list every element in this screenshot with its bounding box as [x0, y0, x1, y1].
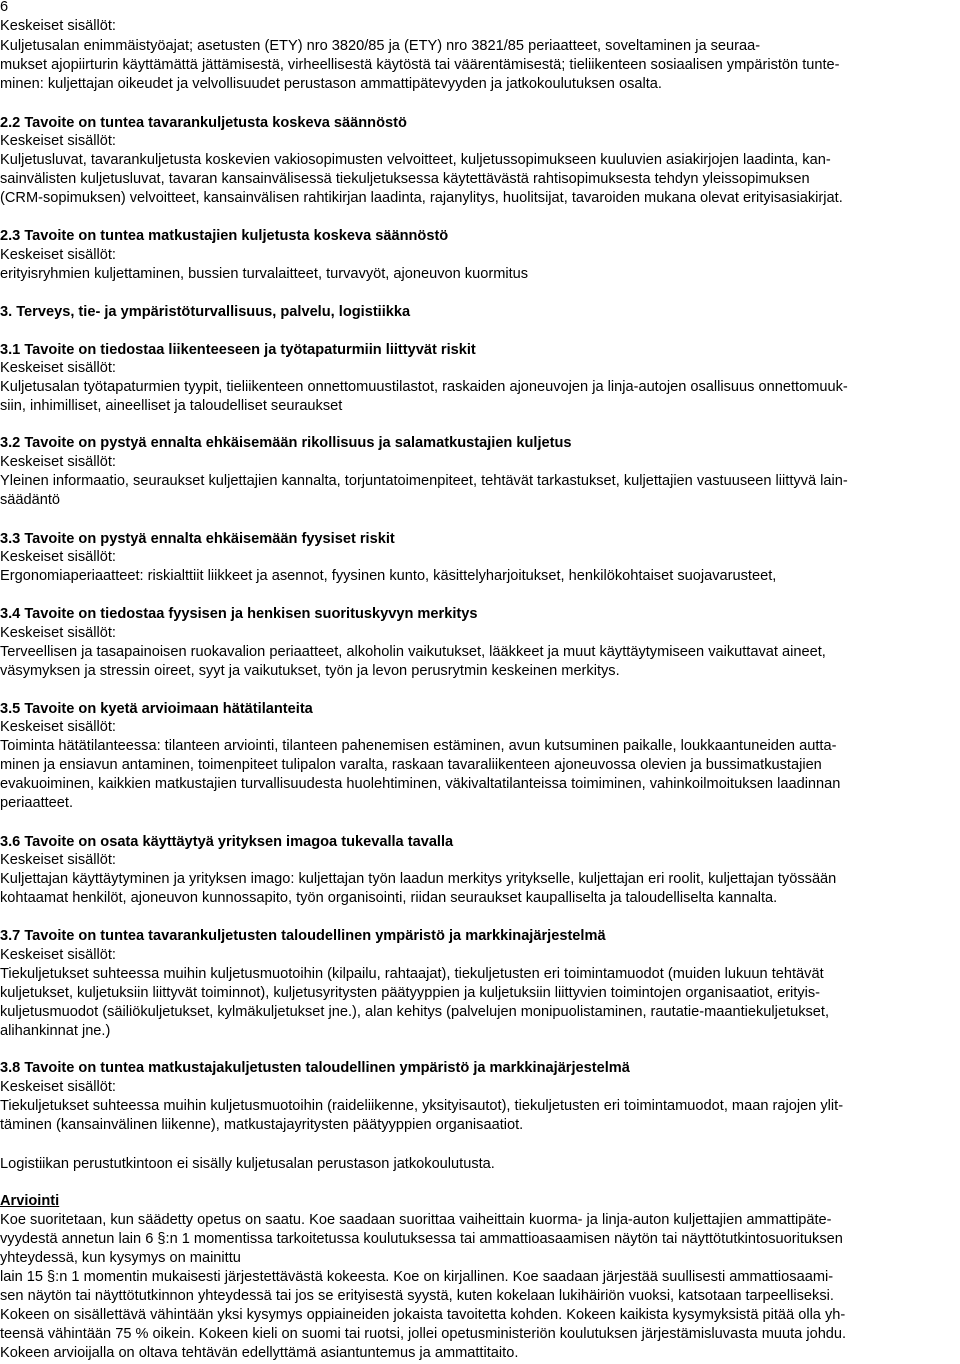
assessment-line: yhteydessä, kun kysymys on mainittu	[0, 1250, 241, 1266]
section-label: Keskeiset sisällöt:	[0, 360, 116, 376]
section-line: kuljetukset, kuljetuksiin liittyvät toiminnot), kuljetusyritysten päätyyppien ja kuljetuksiin liittyvien toimintojen organisaatiot, erityis-	[0, 985, 821, 1001]
section-line: väsymyksen ja stressin oireet, syyt ja vaikutukset, työn ja levon perusrytmin keskeinen merkitys.	[0, 663, 620, 679]
section-line: Tiekuljetukset suhteessa muihin kuljetusmuotoihin (kilpailu, rahtaajat), tiekuljetusten eri toimintamuodot (muiden lukuun tehtävät	[0, 966, 824, 982]
section-label: Keskeiset sisällöt:	[0, 549, 116, 565]
assessment-line: Koe suoritetaan, kun säädetty opetus on saatu. Koe saadaan suorittaa vaiheittain kuorma- ja linja-auton kuljettajien ammattipäte-	[0, 1212, 832, 1228]
section-line: Ergonomiaperiaatteet: riskialttiit liikkeet ja asennot, fyysinen kunto, käsittelyharjoitukset, henkilökohtaiset suojavarusteet,	[0, 568, 777, 584]
section-heading: 3.5 Tavoite on kyetä arvioimaan hätätilanteita	[0, 701, 313, 717]
intro-line: Kuljetusalan enimmäistyöajat; asetusten (ETY) nro 3820/85 ja (ETY) nro 3821/85 periaatteet, soveltaminen ja seuraa-	[0, 38, 761, 54]
section-heading: 3.4 Tavoite on tiedostaa fyysisen ja henkisen suorituskyvyn merkitys	[0, 606, 478, 622]
intro-line: mukset ajopiirturin käyttämättä jättämisestä, virheellisestä käytöstä tai väärentämisestä; tieliikenteen sosiaalisen ympäristön tunte-	[0, 57, 840, 73]
assessment-line: vyydestä annetun lain 6 §:n 1 momentissa tarkoitetussa koulutuksessa tai ammattioasaamisen näytön tai näyttötutkintosuorituksen	[0, 1231, 843, 1247]
section-line: Kuljettajan käyttäytyminen ja yrityksen imago: kuljettajan työn laadun merkitys yritykselle, kuljettajan eri roolit, kuljettajan työssään	[0, 871, 837, 887]
section-heading: 3.8 Tavoite on tuntea matkustajakuljetusten taloudellinen ympäristö ja markkinajärjestelmä	[0, 1060, 630, 1076]
section-line: (CRM-sopimuksen) velvoitteet, kansainvälisen rahtikirjan laadinta, rajanylitys, huolitsijat, tavaroiden mukana olevat erityisasiakirjat.	[0, 190, 843, 206]
assessment-line: sen näytön tai näyttötutkinnon yhteydessä tai jos se erityisestä syystä, kuten kokelaan lukihäiriön vuoksi, katsotaan tarpeelliseksi.	[0, 1288, 834, 1304]
section-label: Keskeiset sisällöt:	[0, 852, 116, 868]
section-line: evakuoiminen, kaikkien matkustajien turvallisuudesta huolehtiminen, väkivaltatilanteissa toimiminen, vahinkoilmoituksen laadinnan	[0, 776, 841, 792]
section-line: siin, inhimilliset, aineelliset ja taloudelliset seuraukset	[0, 398, 343, 414]
assessment-line: Kokeen arvioijalla on oltava tehtävän edellyttämä asiantuntemus ja ammattitaito.	[0, 1345, 519, 1361]
section-line: Kuljetusalan työtapaturmien tyypit, tieliikenteen onnettomuustilastot, raskaiden ajoneuvojen ja linja-autojen osallisuus onnettomuuk-	[0, 379, 848, 395]
section-line: erityisryhmien kuljettaminen, bussien turvalaitteet, turvavyöt, ajoneuvon kuormitus	[0, 266, 529, 282]
assessment-heading: Arviointi	[0, 1193, 60, 1209]
chapter-heading: 3. Terveys, tie- ja ympäristöturvallisuus, palvelu, logistiikka	[0, 304, 411, 320]
assessment-line: lain 15 §:n 1 momentin mukaisesti järjestettävästä kokeesta. Koe on kirjallinen. Koe saadaan järjestää suullisesti ammattiosaami-	[0, 1269, 834, 1285]
assessment-line: teensä vähintään 75 % oikein. Kokeen kieli on suomi tai ruotsi, jollei opetusministeriön koulutuksen järjestämisluvasta muuta johdu.	[0, 1326, 847, 1342]
section-line: minen ja ensiavun antaminen, toimenpiteet tulipalon varalta, raskaan tavaraliikenteen ajoneuvossa olevien ja bussimatkustajien	[0, 757, 822, 773]
section-line: täminen (kansainvälinen liikenne), matkustajayritysten päätyyppien organisaatiot.	[0, 1117, 524, 1133]
section-label: Keskeiset sisällöt:	[0, 247, 116, 263]
logistics-note: Logistiikan perustutkintoon ei sisälly kuljetusalan perustason jatkokoulutusta.	[0, 1156, 495, 1172]
section-label: Keskeiset sisällöt:	[0, 454, 116, 470]
section-label: Keskeiset sisällöt:	[0, 719, 116, 735]
section-label: Keskeiset sisällöt:	[0, 947, 116, 963]
section-line: sainvälisten kuljetusluvat, tavaran kansainvälisessä tiekuljetuksessa käytettävästä rahtisopimuksesta tehdyn yleissopimuksen	[0, 171, 810, 187]
section-line: Tiekuljetukset suhteessa muihin kuljetusmuotoihin (raideliikenne, yksityisautot), tiekuljetusten eri toimintamuodot, maan rajojen ylit-	[0, 1098, 844, 1114]
section-line: kohtaamat henkilöt, ajoneuvon kunnossapito, työn organisointi, riidan seuraukset kaupalliselta ja taloudelliselta kannalta.	[0, 890, 778, 906]
section-line: Toiminta hätätilanteessa: tilanteen arviointi, tilanteen pahenemisen estäminen, avun kutsuminen paikalle, loukkaantuneiden autta-	[0, 738, 837, 754]
intro-label: Keskeiset sisällöt:	[0, 18, 116, 34]
section-line: periaatteet.	[0, 795, 74, 811]
section-heading: 3.6 Tavoite on osata käyttäytyä yrityksen imagoa tukevalla tavalla	[0, 834, 454, 850]
section-line: Terveellisen ja tasapainoisen ruokavalion periaatteet, alkoholin vaikutukset, lääkkeet ja muut käyttäytymiseen vaikuttavat aineet,	[0, 644, 826, 660]
section-line: Kuljetusluvat, tavarankuljetusta koskevien vakiosopimusten velvoitteet, kuljetussopimukseen kuuluvien asiakirjojen laadinta, kan-	[0, 152, 831, 168]
page-number: 6	[0, 0, 9, 15]
section-heading: 3.2 Tavoite on pystyä ennalta ehkäisemään rikollisuus ja salamatkustajien kuljetus	[0, 435, 572, 451]
section-label: Keskeiset sisällöt:	[0, 133, 116, 149]
section-heading: 3.3 Tavoite on pystyä ennalta ehkäisemään fyysiset riskit	[0, 531, 395, 547]
section-line: alihankinnat jne.)	[0, 1023, 111, 1039]
section-line: säädäntö	[0, 492, 61, 508]
section-label: Keskeiset sisällöt:	[0, 625, 116, 641]
section-heading: 3.1 Tavoite on tiedostaa liikenteeseen ja työtapaturmiin liittyvät riskit	[0, 342, 476, 358]
assessment-line: Kokeen on sisällettävä vähintään yksi kysymys oppiaineiden jokaista tavoitetta kohden. Kokeen kaikista kysymyksistä pitää olla yh-	[0, 1307, 846, 1323]
section-line: Yleinen informaatio, seuraukset kuljettajien kannalta, torjuntatoimenpiteet, tehtävät tarkastukset, kuljettajien vastuuseen liittyvä lain-	[0, 473, 848, 489]
section-heading: 3.7 Tavoite on tuntea tavarankuljetusten taloudellinen ympäristö ja markkinajärjestelmä	[0, 928, 606, 944]
section-label: Keskeiset sisällöt:	[0, 1079, 116, 1095]
intro-line: minen: kuljettajan oikeudet ja velvollisuudet perustason ammattipätevyyden ja jatkokoulutuksen osalta.	[0, 76, 662, 92]
section-heading: 2.3 Tavoite on tuntea matkustajien kuljetusta koskeva säännöstö	[0, 228, 449, 244]
section-line: kuljetusmuodot (säiliökuljetukset, kylmäkuljetukset jne.), alan kehitys (palvelujen monipuolistaminen, rautatie-maantiekuljetukset,	[0, 1004, 830, 1020]
section-heading: 2.2 Tavoite on tuntea tavarankuljetusta koskeva säännöstö	[0, 115, 407, 131]
